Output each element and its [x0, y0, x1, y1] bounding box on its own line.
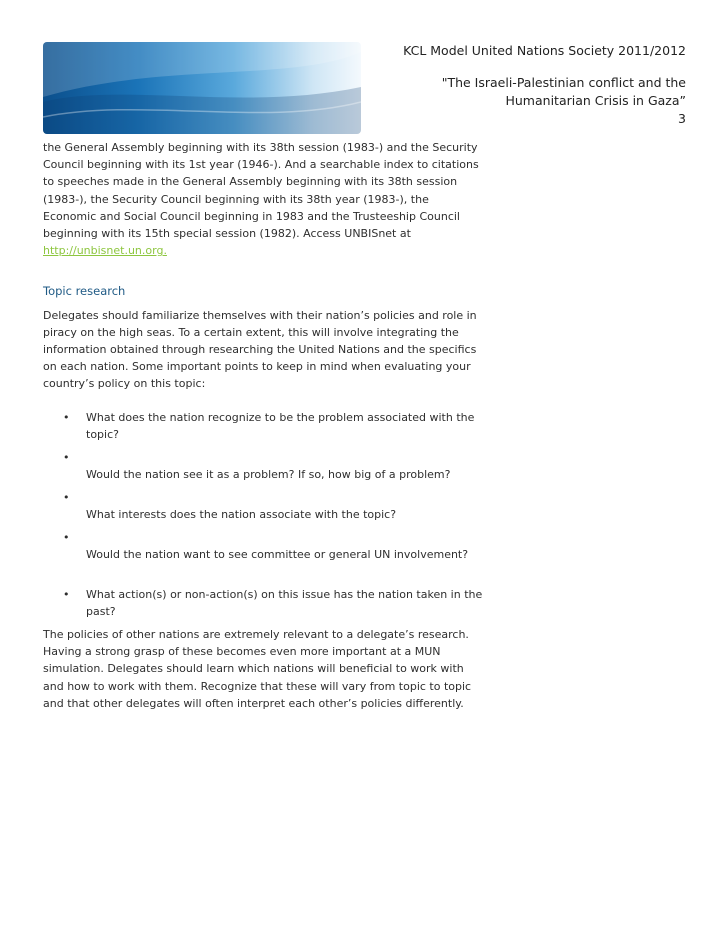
- closing-paragraph: The policies of other nations are extremely relevant to a delegate’s research. Having a strong grasp of these becomes even more important at a MUN simulation. Delegates should learn which nations will beneficial to work with and how to work with them. Recognize that these will vary from topic to topic and that other delegates will often interpret each other’s policies differently.: [43, 628, 472, 710]
- intro-paragraph: [43, 139, 483, 259]
- unbisnet-link[interactable]: http://unbisnet.un.org.: [43, 244, 167, 258]
- question-text: What interests does the nation associate with the topic?: [86, 508, 397, 522]
- question-text: What does the nation recognize to be the problem associated with the topic?: [86, 410, 475, 441]
- bullet-icon: •: [63, 491, 70, 505]
- bullet-icon: •: [63, 451, 70, 465]
- bullet-icon: •: [63, 587, 70, 601]
- document-body: [43, 139, 483, 712]
- header-org: KCL Model United Nations Society 2011/2012: [403, 43, 686, 58]
- bullet-icon: •: [63, 410, 70, 424]
- question-text: Would the nation see it as a problem? If so, how big of a problem?: [86, 468, 451, 482]
- topic-research-heading: Topic research: [43, 284, 126, 299]
- intro-text: the General Assembly beginning with its 38th session (1983-) and the Security Council beginning with its 1st year (1946-). And a searchable index to citations to speeches made in the General Assembly beginning with its 38th session (1983-), the Security Council beginning with its 38th year (1983-), the Economic and Social Council beginning in 1983 and the Trusteeship Council beginning with its 15th special session (1982). Access UNBISnet at: [43, 141, 479, 241]
- page-number: 3: [678, 111, 686, 126]
- list-item: [43, 449, 483, 483]
- question-text: What action(s) or non-action(s) on this issue has the nation taken in the past?: [86, 587, 483, 618]
- question-list: [43, 409, 483, 620]
- header-title-line2: Humanitarian Crisis in Gaza”: [505, 93, 686, 108]
- list-item: [43, 586, 483, 620]
- banner-wave-graphic: [43, 42, 361, 134]
- header-banner-graphic: [43, 42, 361, 134]
- list-item: [43, 409, 483, 443]
- bullet-icon: •: [63, 531, 70, 545]
- list-item: [43, 529, 483, 563]
- page-header: [356, 42, 686, 128]
- topic-paragraph: Delegates should familiarize themselves with their nation’s policies and role in piracy on the high seas. To a certain extent, this will involve integrating the information obtained through researching the United Nations and the specifics on each nation. Some important points to keep in mind when evaluating your country’s policy on this topic:: [43, 308, 477, 391]
- header-title-line1: "The Israeli-Palestinian conflict and the: [441, 75, 686, 90]
- list-item: [43, 489, 483, 523]
- question-text: Would the nation want to see committee or general UN involvement?: [86, 548, 469, 562]
